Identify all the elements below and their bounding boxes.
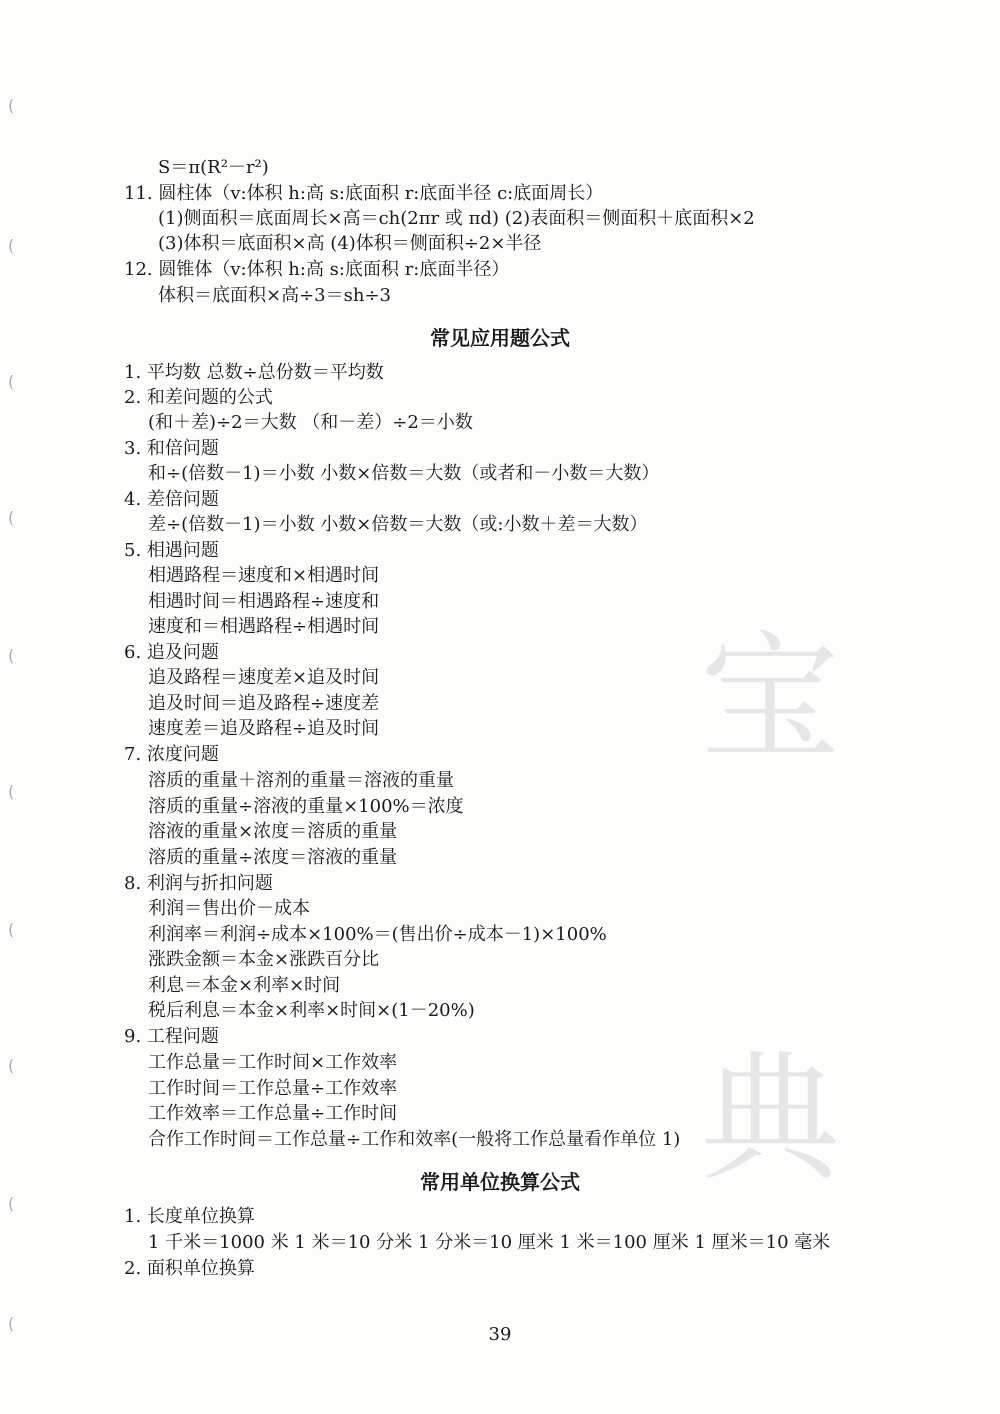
page-number: 39 [488,1324,512,1345]
formula-line: 溶液的重量×浓度＝溶质的重量 [148,821,398,842]
formula-line: 利润率＝利润÷成本×100%＝(售出价÷成本－1)×100% [148,924,607,945]
formula-line: 相遇路程＝速度和×相遇时间 [148,565,380,586]
watermark-glyph: 典 [700,1038,841,1201]
formula-line: 体积＝底面积×高÷3＝sh÷3 [158,285,391,306]
formula-line: (和＋差)÷2＝大数 （和－差）÷2＝小数 [148,412,473,433]
formula-line: 和÷(倍数－1)＝小数 小数×倍数＝大数（或者和－小数＝大数） [148,463,660,484]
formula-line: 利润＝售出价－成本 [148,898,310,919]
binder-hole-mark: ( [8,508,15,527]
formula-line: 工作效率＝工作总量÷工作时间 [148,1103,398,1124]
formula-line: 追及路程＝速度差×追及时间 [148,667,380,688]
item-heading: 6. 追及问题 [124,642,219,663]
binder-hole-mark: ( [8,236,15,255]
item-heading: 2. 和差问题的公式 [124,387,273,408]
item-heading: 7. 浓度问题 [124,744,219,765]
formula-line: 差÷(倍数－1)＝小数 小数×倍数＝大数（或:小数＋差＝大数） [148,514,648,535]
formula-line: 相遇时间＝相遇路程÷速度和 [148,591,380,612]
item-heading: 11. 圆柱体（v:体积 h:高 s:底面积 r:底面半径 c:底面周长） [124,183,604,204]
formula-line: (3)体积＝底面积×高 (4)体积＝侧面积÷2×半径 [158,233,542,254]
binder-hole-mark: ( [8,782,15,801]
formula-line: 合作工作时间＝工作总量÷工作和效率(一般将工作总量看作单位 1) [148,1129,681,1150]
formula-line: 工作时间＝工作总量÷工作效率 [148,1078,398,1099]
formula-line: 速度和＝相遇路程÷相遇时间 [148,616,380,637]
item-heading: 1. 长度单位换算 [124,1206,255,1227]
watermark-glyph: 宝 [700,618,841,781]
binder-hole-mark: ( [8,646,15,665]
section-title: 常见应用题公式 [430,326,570,350]
item-heading: 4. 差倍问题 [124,489,219,510]
item-heading: 2. 面积单位换算 [124,1258,255,1279]
formula-line: 1 千米＝1000 米 1 米＝10 分米 1 分米＝10 厘米 1 米＝100 厘米 1 厘米＝10 毫米 [148,1232,831,1253]
binder-hole-mark: ( [8,1314,15,1333]
binder-hole-mark: ( [8,920,15,939]
binder-hole-mark: ( [8,372,15,391]
binder-hole-mark: ( [8,1056,15,1075]
formula-line: 追及时间＝追及路程÷速度差 [148,693,380,714]
formula-line: 溶质的重量÷溶液的重量×100%＝浓度 [148,796,464,817]
item-heading: 8. 利润与折扣问题 [124,873,273,894]
formula-line: 工作总量＝工作时间×工作效率 [148,1052,398,1073]
binder-hole-mark: ( [8,1194,15,1213]
formula-line: S＝π(R²－r²) [158,157,269,178]
formula-line: 利息＝本金×利率×时间 [148,975,341,996]
section-title: 常用单位换算公式 [420,1170,580,1194]
formula-line: 溶质的重量÷浓度＝溶液的重量 [148,847,398,868]
formula-line: 速度差＝追及路程÷追及时间 [148,718,380,739]
formula-line: 溶质的重量＋溶剂的重量＝溶液的重量 [148,770,454,791]
binder-hole-mark: ( [8,96,15,115]
item-heading: 1. 平均数 总数÷总份数＝平均数 [124,362,384,383]
item-heading: 3. 和倍问题 [124,438,219,459]
formula-line: (1)侧面积＝底面周长×高＝ch(2πr 或 πd) (2)表面积＝侧面积＋底面积×2 [158,208,755,229]
item-heading: 5. 相遇问题 [124,540,219,561]
formula-line: 涨跌金额＝本金×涨跌百分比 [148,949,380,970]
item-heading: 12. 圆锥体（v:体积 h:高 s:底面积 r:底面半径） [124,259,510,280]
item-heading: 9. 工程问题 [124,1026,219,1047]
formula-line: 税后利息＝本金×利率×时间×(1－20%) [148,1000,475,1021]
